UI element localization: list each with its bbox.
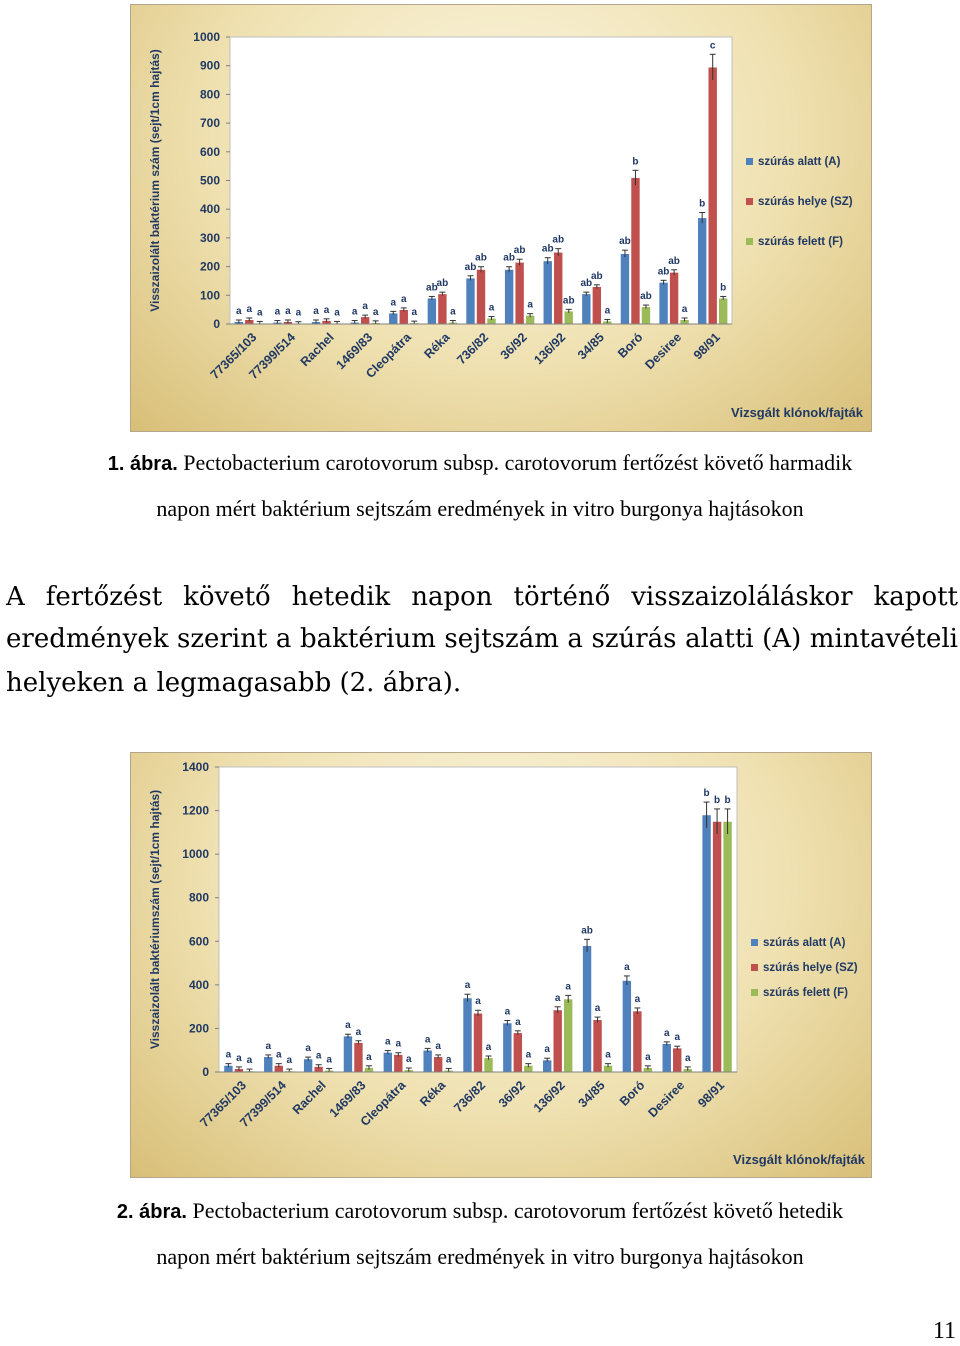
sig-label-A-1: a	[274, 306, 281, 318]
sig-label-F-0: a	[246, 1055, 253, 1067]
bar-F-8	[564, 999, 573, 1072]
sig-label-SZ-1: a	[285, 305, 291, 317]
x-tick-label-11: Desiree	[645, 1078, 688, 1121]
figure2-caption-line2: napon mért baktérium sejtszám eredmények in vitro burgonya hajtásokon	[156, 1244, 804, 1269]
sig-label-A-4: a	[385, 1036, 391, 1048]
bar-A-12	[698, 218, 707, 324]
sig-label-A-9: ab	[580, 278, 593, 290]
x-axis-label: Vizsgált klónok/fajták	[731, 405, 863, 420]
x-tick-label-12: 98/91	[695, 1078, 728, 1111]
y-tick-label-1400: 1400	[182, 760, 209, 774]
bar-A-8	[543, 261, 552, 324]
legend-swatch-SZ	[751, 964, 758, 971]
legend-label-A: szúrás alatt (A)	[758, 156, 841, 168]
bar-A-10	[622, 981, 631, 1073]
sig-label-F-2: a	[334, 307, 340, 319]
x-tick-label-5: Réka	[421, 330, 453, 362]
bar-SZ-10	[633, 1011, 642, 1072]
bar-SZ-7	[513, 1033, 522, 1072]
bar-SZ-10	[631, 178, 640, 324]
sig-label-A-7: a	[504, 1006, 511, 1018]
legend-swatch-F	[746, 238, 753, 245]
sig-label-SZ-10: b	[632, 156, 639, 168]
sig-label-SZ-2: a	[315, 1050, 322, 1062]
bar-SZ-6	[474, 1013, 483, 1072]
bar-SZ-5	[434, 1057, 443, 1072]
x-tick-label-4: Cleopátra	[357, 1078, 409, 1129]
y-tick-label-0: 0	[202, 1065, 209, 1079]
bar-A-11	[662, 1044, 671, 1072]
bar-A-6	[463, 998, 472, 1072]
bar-SZ-12	[713, 821, 722, 1072]
figure2-chart	[130, 752, 872, 1178]
sig-label-F-5: a	[450, 306, 456, 318]
sig-label-F-3: a	[366, 1051, 372, 1063]
sig-label-SZ-9: ab	[591, 270, 603, 282]
legend-label-F: szúrás felett (F)	[758, 236, 843, 248]
legend-swatch-SZ	[746, 198, 753, 205]
figure1-caption-number: 1. ábra.	[107, 453, 178, 475]
legend-label-SZ: szúrás helye (SZ)	[763, 962, 858, 974]
sig-label-SZ-0: a	[236, 1052, 242, 1064]
sig-label-SZ-3: a	[362, 301, 368, 313]
sig-label-F-9: a	[604, 305, 611, 317]
y-tick-label-700: 700	[199, 116, 220, 131]
sig-label-F-0: a	[257, 307, 263, 319]
sig-label-SZ-9: a	[594, 1003, 601, 1015]
y-tick-label-1200: 1200	[182, 803, 209, 818]
sig-label-A-7: ab	[503, 252, 515, 264]
bar-F-8	[564, 311, 573, 324]
figure1-caption-line2: napon mért baktérium sejtszám eredmények in vitro burgonya hajtásokon	[156, 496, 804, 521]
x-tick-label-1: 77399/514	[246, 330, 299, 382]
y-tick-label-100: 100	[199, 288, 220, 303]
bar-F-12	[719, 298, 728, 324]
x-tick-label-6: 736/82	[454, 330, 492, 368]
figure1-chart-svg	[131, 5, 871, 431]
legend-swatch-F	[751, 989, 758, 996]
sig-label-F-12: b	[720, 282, 727, 294]
bar-SZ-11	[670, 272, 679, 324]
bar-SZ-5	[438, 294, 447, 324]
sig-label-A-1: a	[265, 1040, 272, 1052]
legend-label-SZ: szúrás helye (SZ)	[758, 196, 853, 208]
y-tick-label-300: 300	[199, 230, 220, 245]
figure1-chart	[130, 4, 872, 432]
sig-label-F-12: b	[724, 794, 731, 806]
bar-A-1	[264, 1057, 273, 1072]
sig-label-SZ-5: ab	[436, 278, 449, 290]
sig-label-F-4: a	[411, 307, 418, 319]
sig-label-SZ-0: a	[246, 303, 253, 315]
sig-label-SZ-1: a	[275, 1049, 282, 1061]
x-tick-label-10: Boró	[615, 330, 646, 361]
sig-label-A-2: a	[305, 1043, 311, 1055]
x-tick-label-6: 736/82	[451, 1078, 489, 1116]
figure2-chart-svg	[131, 753, 871, 1177]
y-tick-label-900: 900	[199, 58, 220, 73]
x-tick-label-3: 1469/83	[333, 330, 376, 373]
x-tick-label-7: 36/92	[495, 1078, 528, 1111]
bar-SZ-8	[554, 252, 563, 324]
y-tick-label-500: 500	[199, 173, 220, 188]
x-axis-label: Vizsgált klónok/fajták	[733, 1152, 865, 1167]
legend-swatch-A	[746, 158, 753, 165]
figure2-caption-number: 2. ábra.	[116, 1201, 187, 1223]
bar-F-6	[484, 1058, 493, 1072]
bar-A-7	[503, 1023, 512, 1072]
y-tick-label-800: 800	[188, 890, 209, 905]
sig-label-SZ-8: ab	[552, 234, 565, 246]
x-tick-label-8: 136/92	[530, 1078, 568, 1116]
sig-label-A-5: ab	[426, 282, 438, 294]
sig-label-F-11: a	[681, 303, 688, 315]
y-tick-label-800: 800	[199, 87, 220, 102]
x-tick-label-5: Réka	[417, 1078, 449, 1110]
sig-label-SZ-6: ab	[475, 252, 487, 264]
sig-label-F-1: a	[286, 1055, 293, 1067]
x-tick-label-3: 1469/83	[326, 1078, 369, 1121]
bar-A-6	[466, 278, 475, 324]
page-number: 11	[932, 1318, 956, 1344]
bar-SZ-8	[553, 1010, 562, 1072]
sig-label-F-7: a	[525, 1049, 532, 1061]
legend-label-F: szúrás felett (F)	[763, 987, 848, 999]
sig-label-F-4: a	[406, 1053, 412, 1065]
bar-A-4	[383, 1052, 392, 1072]
x-tick-label-9: 34/85	[574, 330, 607, 363]
sig-label-SZ-12: c	[709, 40, 716, 52]
x-tick-label-9: 34/85	[575, 1078, 608, 1111]
sig-label-SZ-11: ab	[668, 255, 680, 267]
bar-F-10	[641, 307, 650, 324]
bar-A-12	[702, 815, 711, 1072]
sig-label-F-3: a	[372, 306, 379, 318]
x-tick-label-12: 98/91	[690, 330, 723, 363]
sig-label-A-8: ab	[541, 243, 554, 255]
bar-A-3	[343, 1036, 352, 1072]
x-tick-label-0: 77365/103	[207, 330, 260, 382]
figure1-caption-line1: Pectobacterium carotovorum subsp. carotovorum fertőzést követő harmadik	[177, 450, 853, 475]
sig-label-A-3: a	[351, 306, 358, 318]
y-axis-label: Visszaizolált baktérium szám (sejt/1cm hajtás)	[148, 49, 162, 312]
bar-A-9	[583, 946, 592, 1072]
x-tick-label-2: Rachel	[297, 330, 337, 370]
sig-label-F-2: a	[326, 1054, 332, 1066]
sig-label-F-6: a	[485, 1042, 492, 1054]
sig-label-SZ-4: a	[395, 1038, 402, 1050]
bar-A-11	[659, 282, 668, 324]
x-tick-label-2: Rachel	[289, 1078, 329, 1118]
bar-A-7	[505, 269, 514, 324]
sig-label-A-8: a	[544, 1044, 550, 1056]
sig-label-SZ-10: a	[634, 993, 641, 1005]
y-tick-label-600: 600	[188, 934, 209, 949]
sig-label-A-9: ab	[581, 925, 593, 937]
sig-label-A-10: ab	[619, 236, 631, 248]
sig-label-F-8: a	[565, 981, 571, 993]
y-tick-label-1000: 1000	[182, 847, 209, 862]
bar-SZ-6	[477, 269, 486, 324]
bar-A-2	[304, 1059, 313, 1072]
legend-swatch-A	[751, 939, 758, 946]
y-tick-label-0: 0	[213, 317, 220, 331]
sig-label-A-5: a	[424, 1034, 431, 1046]
sig-label-F-1: a	[295, 307, 302, 319]
bar-SZ-7	[515, 262, 524, 324]
sig-label-SZ-7: a	[515, 1016, 521, 1028]
bar-A-5	[423, 1050, 432, 1072]
sig-label-F-10: ab	[640, 291, 652, 303]
sig-label-A-11: ab	[657, 266, 670, 278]
bar-SZ-9	[593, 1020, 602, 1072]
sig-label-F-5: a	[445, 1054, 452, 1066]
bar-SZ-4	[399, 310, 408, 324]
sig-label-A-12: b	[699, 198, 706, 210]
legend-label-A: szúrás alatt (A)	[763, 937, 846, 949]
sig-label-F-11: a	[684, 1052, 691, 1064]
sig-label-A-4: a	[390, 297, 397, 309]
sig-label-F-10: a	[645, 1051, 651, 1063]
sig-label-F-7: a	[527, 299, 533, 311]
bar-A-5	[427, 298, 436, 324]
sig-label-A-2: a	[313, 305, 319, 317]
sig-label-A-3: a	[345, 1020, 351, 1032]
sig-label-SZ-3: a	[355, 1026, 362, 1038]
bar-SZ-4	[394, 1055, 403, 1072]
figure2-caption-line1: Pectobacterium carotovorum subsp. carotovorum fertőzést követő hetedik	[186, 1198, 844, 1223]
sig-label-A-12: b	[703, 788, 710, 800]
sig-label-SZ-6: a	[475, 996, 481, 1008]
bar-SZ-3	[354, 1043, 363, 1072]
sig-label-A-11: a	[663, 1027, 670, 1039]
sig-label-A-0: a	[225, 1049, 232, 1061]
x-tick-label-10: Boró	[616, 1078, 648, 1109]
bar-SZ-11	[673, 1048, 682, 1072]
bar-A-10	[620, 254, 629, 324]
sig-label-A-6: a	[464, 980, 471, 992]
y-axis-label: Visszaizolált baktériumszám (sejt/1cm hajtás)	[148, 789, 162, 1050]
bar-F-12	[723, 821, 732, 1072]
x-tick-label-7: 36/92	[497, 330, 530, 363]
bar-SZ-9	[592, 287, 601, 324]
x-tick-label-1: 77399/514	[237, 1078, 289, 1130]
y-tick-label-600: 600	[199, 144, 220, 159]
sig-label-F-8: ab	[562, 295, 575, 307]
x-tick-label-0: 77365/103	[197, 1078, 250, 1130]
y-tick-label-1000: 1000	[193, 30, 220, 44]
x-tick-label-4: Cleopátra	[363, 330, 414, 381]
sig-label-SZ-5: a	[435, 1040, 441, 1052]
paragraph-line-1: A fertőzést követő hetedik napon történő visszaizoláláskor kapott	[6, 582, 958, 612]
y-tick-label-200: 200	[199, 259, 220, 274]
y-tick-label-200: 200	[188, 1021, 209, 1036]
paragraph-line-3: helyeken a legmagasabb (2. ábra).	[6, 668, 462, 698]
sig-label-A-10: a	[624, 961, 630, 973]
paragraph-line-2: eredmények szerint a baktérium sejtszám a szúrás alatti (A) mintavételi	[6, 624, 958, 654]
bar-A-9	[582, 294, 591, 324]
sig-label-SZ-2: a	[323, 304, 330, 316]
sig-label-A-6: ab	[464, 261, 477, 273]
bar-SZ-12	[708, 67, 717, 324]
y-tick-label-400: 400	[199, 202, 220, 217]
sig-label-SZ-12: b	[714, 794, 721, 806]
x-tick-label-8: 136/92	[531, 330, 569, 368]
sig-label-F-9: a	[605, 1049, 611, 1061]
y-tick-label-400: 400	[188, 977, 209, 992]
sig-label-SZ-8: a	[554, 992, 561, 1004]
sig-label-A-0: a	[236, 305, 242, 317]
sig-label-SZ-11: a	[674, 1032, 681, 1044]
sig-label-SZ-4: a	[400, 293, 407, 305]
sig-label-F-6: a	[488, 302, 495, 314]
x-tick-label-11: Desiree	[642, 330, 685, 373]
sig-label-SZ-7: ab	[513, 245, 526, 257]
